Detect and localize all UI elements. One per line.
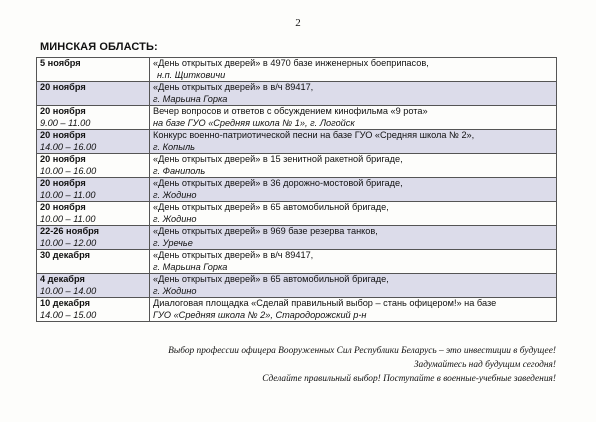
event-time: 10.00 – 12.00 (40, 237, 97, 248)
event-date-cell (37, 82, 150, 106)
event-description-cell (150, 58, 557, 82)
event-date-cell (37, 202, 150, 226)
event-location: г. Фаниполь (153, 165, 206, 176)
event-description-cell (150, 202, 557, 226)
table-row (37, 202, 557, 226)
event-date: 20 ноября (40, 154, 86, 164)
event-time: 14.00 – 16.00 (40, 141, 97, 152)
footer-slogans (36, 344, 556, 386)
event-date-cell (37, 250, 150, 274)
event-date-cell (37, 130, 150, 154)
event-description-cell (150, 130, 557, 154)
events-table (36, 57, 557, 322)
event-time: 9.00 – 11.00 (40, 117, 91, 128)
page-number: 2 (295, 17, 301, 29)
event-location: г. Марьина Горка (153, 93, 228, 104)
event-description: «День открытых дверей» в 15 зенитной ракетной бригаде, (153, 154, 403, 164)
event-date-cell (37, 178, 150, 202)
event-time (40, 262, 146, 274)
event-time: 14.00 – 15.00 (40, 309, 97, 320)
event-location: г. Жодино (153, 285, 197, 296)
event-date: 5 ноября (40, 58, 81, 68)
event-description: «День открытых дверей» в 36 дорожно-мостовой бригаде, (153, 178, 403, 188)
event-description: «День открытых дверей» в в/ч 89417, (153, 82, 314, 92)
footer-line-2: Задумайтесь над будущим сегодня! (413, 360, 556, 370)
event-location: н.п. Щитковичи (157, 69, 226, 80)
event-description: «День открытых дверей» в 65 автомобильной бригаде, (153, 202, 389, 212)
event-time: 10.00 – 14.00 (40, 285, 97, 296)
event-description-cell (150, 82, 557, 106)
event-time (40, 70, 146, 82)
footer-line-3: Сделайте правильный выбор! Поступайте в военные-учебные заведения! (262, 374, 556, 384)
table-row (37, 58, 557, 82)
event-description-cell (150, 298, 557, 322)
event-date: 30 декабря (40, 250, 90, 260)
events-table-body (37, 58, 557, 322)
table-row (37, 226, 557, 250)
table-row (37, 250, 557, 274)
event-date: 20 ноября (40, 130, 86, 140)
table-row (37, 154, 557, 178)
event-location: ГУО «Средняя школа № 2», Стародорожский р-н (153, 309, 367, 320)
event-description-cell (150, 106, 557, 130)
event-date: 20 ноября (40, 202, 86, 212)
event-description: Конкурс военно-патриотической песни на базе ГУО «Средняя школа № 2», (153, 130, 475, 140)
event-description: Вечер вопросов и ответов с обсуждением кинофильма «9 рота» (153, 106, 428, 116)
event-description: «День открытых дверей» в 969 базе резерва танков, (153, 226, 378, 236)
event-date-cell (37, 154, 150, 178)
event-time (40, 94, 146, 106)
event-date: 20 ноября (40, 178, 86, 188)
event-description-cell (150, 250, 557, 274)
table-row (37, 274, 557, 298)
event-time: 10.00 – 11.00 (40, 189, 96, 200)
event-date-cell (37, 298, 150, 322)
event-date-cell (37, 226, 150, 250)
event-date-cell (37, 106, 150, 130)
event-description: «День открытых дверей» в в/ч 89417, (153, 250, 314, 260)
footer-line-1: Выбор профессии офицера Вооруженных Сил Республики Беларусь – это инвестиции в будущее! (168, 346, 556, 356)
table-row (37, 106, 557, 130)
table-row (37, 298, 557, 322)
event-location: г. Копыль (153, 141, 195, 152)
event-date-cell (37, 58, 150, 82)
event-description-cell (150, 274, 557, 298)
event-date-cell (37, 274, 150, 298)
event-date: 10 декабря (40, 298, 90, 308)
event-description: «День открытых дверей» в 65 автомобильной бригаде, (153, 274, 389, 284)
event-date: 22-26 ноября (40, 226, 99, 236)
table-row (37, 178, 557, 202)
event-date: 20 ноября (40, 106, 86, 116)
event-location: г. Марьина Горка (153, 261, 228, 272)
event-time: 10.00 – 16.00 (40, 165, 97, 176)
event-location: г. Жодино (153, 213, 197, 224)
event-description-cell (150, 178, 557, 202)
event-description: «День открытых дверей» в 4970 базе инженерных боеприпасов, (153, 58, 429, 68)
event-date: 20 ноября (40, 82, 86, 92)
event-location: на базе ГУО «Средняя школа № 1», г. Логойск (153, 117, 355, 128)
event-description-cell (150, 154, 557, 178)
event-description: Диалоговая площадка «Сделай правильный выбор – стань офицером!» на базе (153, 298, 497, 308)
event-date: 4 декабря (40, 274, 85, 284)
table-row (37, 130, 557, 154)
event-description-cell (150, 226, 557, 250)
event-location: г. Жодино (153, 189, 197, 200)
region-title: МИНСКАЯ ОБЛАСТЬ: (40, 41, 158, 53)
event-time: 10.00 – 11.00 (40, 213, 96, 224)
event-location: г. Уречье (153, 237, 193, 248)
table-row (37, 82, 557, 106)
